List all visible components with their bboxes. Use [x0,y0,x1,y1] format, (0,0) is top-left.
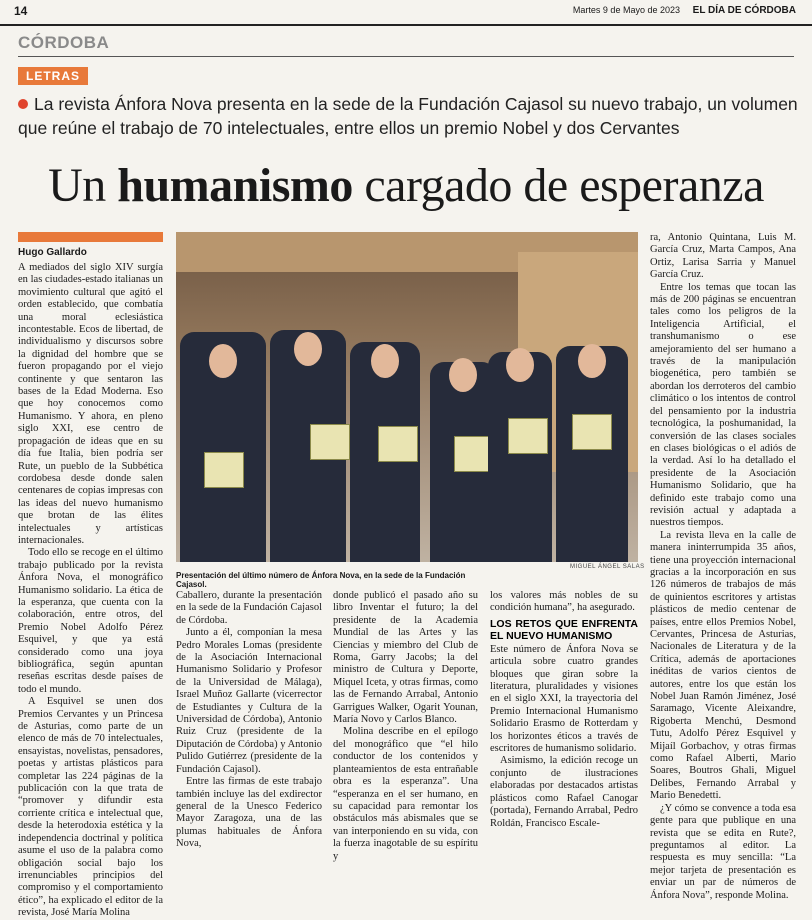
person-figure [488,300,552,562]
paragraph: Asimismo, la edición recoge un conjunto de ilustraciones elaboradas por destacados artistas plásticos como Rafael Canogar (portada), Fernando Arrabal, Pedro Roldán, Francisco Escale- [490,755,638,829]
page-header [0,0,812,26]
photo-caption: Presentación del último número de Ánfora Nova, en la sede de la Fundación Cajasol. [176,571,466,589]
newspaper-name: EL DÍA DE CÓRDOBA [692,5,796,16]
paragraph: Entre los temas que tocan las más de 200 páginas se encuentran tales como los peligros de la Inteligencia Artificial, el transhumanismo o ese amejoramiento del ser humano a través de la manipulación biogenética, pero también se abordan los derroteros del cambio climático o los intentos de control del pensamiento por la industria tecnológica, la poshumanidad, la conversión de las clases sociales en clases biológicas o el adiós de la verdad. Así lo ha detallado el presidente de la Asociación Humanismo Solidario, que ha definido este trabajo como una revisión actual y adaptada a nuestros tiempos. [650,281,796,529]
paragraph: A mediados del siglo XIV surgía en las ciudades-estado italianas un movimiento cultural que agitó el orden establecido, que combatía una moral eclesiástica incontestable. Ecos de libertad, de individualismo y discursos sobre la dignidad del hombre que se fueron propagando por el viejo continente y que sentaron las bases de la Edad Moderna. Eso que hoy conocemos como Humanismo. Y ahora, en pleno siglo XXI, ese centro de propagación de ideas que en su día fue Italia, bien podría ser Rute, un pueblo de la Subbética cordobesa desde donde salen centenares de copias impresas con las ideas del nuevo humanismo que brotan de las élites intelectuales y artísticas internacionales. [18,262,163,546]
article-column-3 [333,590,478,863]
section-title: CÓRDOBA [18,33,110,52]
paragraph: donde publicó el pasado año su libro Inventar el futuro; la del presidente de la Academia Mundial de las Artes y las Ciencias y miembro del Club de Roma, Garry Jacobs; la del ministro de Cultura y Deporte, Miquel Iceta, y otras firmas, como las de Fernando Arrabal, Antonio Garrigues Walker, Ogarit Younan, María Novo y Carlos Blanco. [333,590,478,726]
bullet-dot-icon [18,99,28,109]
person-figure [270,282,346,562]
paragraph: Entre las firmas de este trabajo también incluye las del exdirector general de la Unesco Federico Mayor Zaragoza, una de las plumas habituales de Ánfora Nova, [176,776,322,850]
paragraph: Este número de Ánfora Nova se articula sobre cuatro grandes bloques que giran sobre la literatura, pluralidades y visiones en el siglo XXI, la trayectoria del Premio Internacional Humanismo Solidario Erasmo de Rotterdam y los horizontes éticos a través de escritores de humanismo solidario. [490,643,638,755]
paragraph: ¿Y cómo se convence a toda esa gente para que publique en una revista que se edita en Rute?, preguntamos al editor. La respuesta es muy sencilla: “La mejor tarjeta de presentación es enviar un par de números de Ánfora Nova”, responde Molina. [650,802,796,901]
person-figure [430,312,496,562]
paragraph: Caballero, durante la presentación en la sede de la Fundación Cajasol de Córdoba. [176,590,322,626]
headline-part1: Un [48,159,118,212]
author-accent-bar [18,232,163,242]
paragraph: La revista lleva en la calle de manera ininterrumpida 35 años, tiene una proyección internacional gracias a la incorporación en sus 126 números de trabajos de más de quinientos escritores y artistas plásticos de medio centenar de países, entre ellos Premios Nobel, Cervantes, Princesa de Asturias, Nacionales de Literatura y de la Crítica, además de aportaciones inéditas de varios cientos de autores, entre los que están los Nobel Juan Ramón Jiménez, José Saramago, Vicente Aleixandre, Rigoberta Menchú, Desmond Tutu, Adolfo Pérez Esquivel y Mijaíl Gorbachov, y otras firmas como Rafael Alberti, Mario Soares, Boutros Ghali, Miguel Delibes, Fernando Arrabal y Mario Benedetti. [650,529,796,802]
article-column-1 [18,262,163,920]
paragraph: A Esquivel se unen dos Premios Cervantes y un Princesa de Asturias, como parte de un elenco de más de 70 intelectuales, ensayistas, novelistas, pensadores, poetas y artistas plásticos para completar las 224 páginas de la publicación con la que trata de “promover y difundir esta corriente crítica e intelectual que, desde la heterodoxia estética y la independencia doctrinal y política asume el uso de la palabra como obligación social bajo los irrenunciables principios del compromiso y el comportamiento ético”, ha explicado el editor de la revista, José María Molina [18,696,163,919]
subheadline-text: La revista Ánfora Nova presenta en la sede de la Fundación Cajasol su nuevo trabajo, un volumen que reúne el trabajo de 70 intelectuales, entre ellos un premio Nobel y dos Cervantes [18,94,798,138]
person-figure [556,296,628,562]
issue-date: Martes 9 de Mayo de 2023 [572,5,680,15]
person-figure [180,292,266,562]
article-photo [176,232,638,562]
headline-bold: humanismo [117,159,353,212]
paragraph: ra, Antonio Quintana, Luis M. García Cruz, Marta Campos, Ana Ortiz, Larisa Sarria y Manuel García Cruz. [650,232,796,281]
headline-part2: cargado de esperanza [352,159,764,212]
headline [0,158,812,214]
section-divider [18,56,794,57]
page-number: 14 [14,4,28,18]
article-column-4 [490,590,638,830]
author-byline: Hugo Gallardo [18,247,87,258]
photo-credit: MIGUEL ÁNGEL SALAS [570,564,645,570]
paragraph: Todo ello se recoge en el último trabajo publicado por la revista Ánfora Nova, el monográfico Humanismo solidario. La ética de la esperanza, que cuenta con la colaboración, entre otros, del Premio Nobel Adolfo Pérez Esquivel, y que ya está considerado como una joya bibliográfica, según apuntan reseñas escritas desde países de todo el mundo. [18,547,163,695]
person-figure [350,292,420,562]
paragraph: Junto a él, componían la mesa Pedro Morales Lomas (presidente de la Asociación Internacional Humanismo Solidario y Profesor de la Universidad de Málaga), Israel Muñoz Gallarte (vicerrector de Estudiantes y Cultura de la Universidad de Córdoba), Antonio Ruiz Cruz (presidente de la Diputación de Córdoba) y Antonio Pulido Gutiérrez (presidente de la Fundación Cajasol). [176,627,322,775]
article-column-2 [176,590,322,851]
paragraph: los valores más nobles de su condición humana”, ha asegurado. [490,590,638,614]
section-heading: LOS RETOS QUE ENFRENTA EL NUEVO HUMANISMO [490,617,638,642]
paragraph: Molina describe en el epílogo del monográfico que “el hilo conductor de los contenidos y planteamientos de esta entrañable obra es la esperanza”. Una “esperanza en el ser humano, en su capacidad para remontar los obstáculos más abismales que se van interponiendo en su vida, con la fuerza inagotable de su espíritu y [333,726,478,862]
category-tag: LETRAS [18,67,88,85]
article-column-5 [650,232,796,902]
subheadline [18,92,798,140]
